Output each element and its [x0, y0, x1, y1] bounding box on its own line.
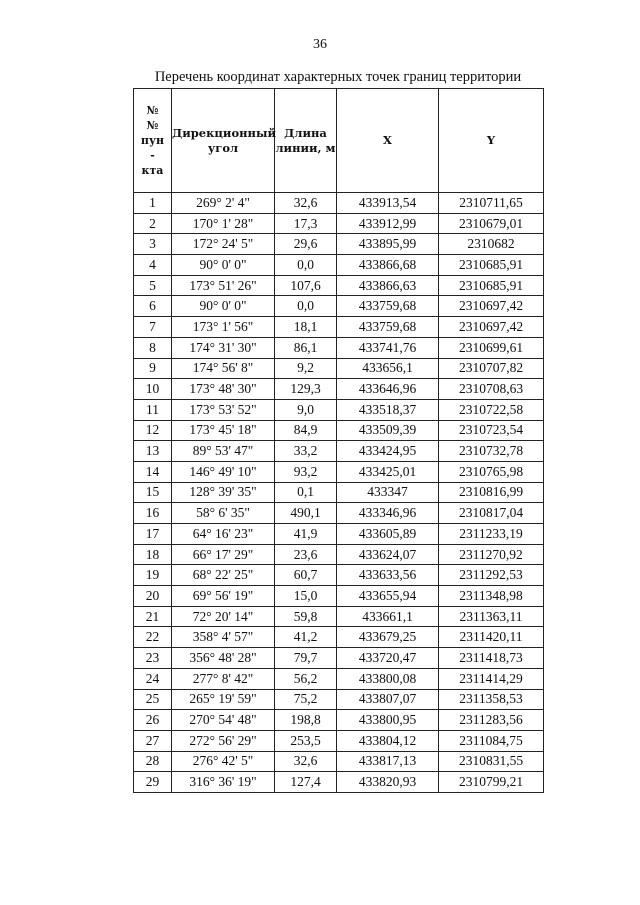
- cell-direction-angle: 64° 16' 23": [172, 524, 275, 545]
- cell-x: 433913,54: [337, 193, 439, 214]
- cell-point-number: 2: [134, 213, 172, 234]
- table-row: [134, 358, 544, 379]
- cell-y: 2311414,29: [439, 668, 544, 689]
- cell-point-number: 19: [134, 565, 172, 586]
- cell-direction-angle: 58° 6' 35": [172, 503, 275, 524]
- cell-y: 2310697,42: [439, 296, 544, 317]
- cell-direction-angle: 265° 19' 59": [172, 689, 275, 710]
- table-row: [134, 399, 544, 420]
- cell-y: 2310831,55: [439, 751, 544, 772]
- cell-point-number: 20: [134, 586, 172, 607]
- cell-y: 2311270,92: [439, 544, 544, 565]
- header-point-number: № № пун - кта: [134, 89, 172, 193]
- cell-y: 2311348,98: [439, 586, 544, 607]
- cell-point-number: 23: [134, 648, 172, 669]
- cell-x: 433424,95: [337, 441, 439, 462]
- cell-point-number: 26: [134, 710, 172, 731]
- cell-point-number: 25: [134, 689, 172, 710]
- cell-line-length: 23,6: [275, 544, 337, 565]
- cell-y: 2311363,11: [439, 606, 544, 627]
- cell-direction-angle: 68° 22' 25": [172, 565, 275, 586]
- cell-point-number: 9: [134, 358, 172, 379]
- cell-direction-angle: 172° 24' 5": [172, 234, 275, 255]
- cell-x: 433804,12: [337, 730, 439, 751]
- cell-x: 433605,89: [337, 524, 439, 545]
- cell-point-number: 15: [134, 482, 172, 503]
- cell-direction-angle: 173° 1' 56": [172, 317, 275, 338]
- cell-direction-angle: 128° 39' 35": [172, 482, 275, 503]
- table-row: [134, 461, 544, 482]
- cell-x: 433741,76: [337, 337, 439, 358]
- cell-x: 433661,1: [337, 606, 439, 627]
- cell-x: 433518,37: [337, 399, 439, 420]
- table-row: [134, 524, 544, 545]
- cell-line-length: 15,0: [275, 586, 337, 607]
- table-row: [134, 296, 544, 317]
- cell-direction-angle: 276° 42' 5": [172, 751, 275, 772]
- page-number: 36: [313, 37, 327, 52]
- cell-direction-angle: 170° 1' 28": [172, 213, 275, 234]
- table-row: [134, 379, 544, 400]
- cell-y: 2310708,63: [439, 379, 544, 400]
- cell-line-length: 9,0: [275, 399, 337, 420]
- cell-line-length: 75,2: [275, 689, 337, 710]
- cell-line-length: 93,2: [275, 461, 337, 482]
- cell-point-number: 10: [134, 379, 172, 400]
- cell-y: 2310685,91: [439, 275, 544, 296]
- cell-direction-angle: 90° 0' 0": [172, 255, 275, 276]
- cell-x: 433509,39: [337, 420, 439, 441]
- cell-point-number: 4: [134, 255, 172, 276]
- table-row: [134, 482, 544, 503]
- cell-y: 2310699,61: [439, 337, 544, 358]
- cell-x: 433800,95: [337, 710, 439, 731]
- cell-line-length: 129,3: [275, 379, 337, 400]
- cell-x: 433624,07: [337, 544, 439, 565]
- table-row: [134, 586, 544, 607]
- cell-x: 433720,47: [337, 648, 439, 669]
- table-row: [134, 668, 544, 689]
- cell-x: 433679,25: [337, 627, 439, 648]
- cell-x: 433800,08: [337, 668, 439, 689]
- cell-line-length: 32,6: [275, 193, 337, 214]
- cell-direction-angle: 66° 17' 29": [172, 544, 275, 565]
- cell-x: 433807,07: [337, 689, 439, 710]
- cell-point-number: 8: [134, 337, 172, 358]
- cell-direction-angle: 173° 53' 52": [172, 399, 275, 420]
- cell-direction-angle: 272° 56' 29": [172, 730, 275, 751]
- cell-point-number: 29: [134, 772, 172, 793]
- cell-x: 433866,68: [337, 255, 439, 276]
- cell-y: 2310679,01: [439, 213, 544, 234]
- cell-direction-angle: 146° 49' 10": [172, 461, 275, 482]
- table-header-row: [134, 89, 544, 193]
- cell-point-number: 7: [134, 317, 172, 338]
- cell-y: 2311420,11: [439, 627, 544, 648]
- cell-y: 2310816,99: [439, 482, 544, 503]
- cell-y: 2310817,04: [439, 503, 544, 524]
- table-row: [134, 255, 544, 276]
- cell-x: 433820,93: [337, 772, 439, 793]
- cell-point-number: 14: [134, 461, 172, 482]
- table-row: [134, 772, 544, 793]
- cell-y: 2310682: [439, 234, 544, 255]
- cell-direction-angle: 69° 56' 19": [172, 586, 275, 607]
- table-row: [134, 544, 544, 565]
- cell-line-length: 41,2: [275, 627, 337, 648]
- cell-x: 433425,01: [337, 461, 439, 482]
- table-row: [134, 565, 544, 586]
- table-row: [134, 441, 544, 462]
- table-row: [134, 751, 544, 772]
- cell-line-length: 32,6: [275, 751, 337, 772]
- cell-line-length: 84,9: [275, 420, 337, 441]
- document-title: Перечень координат характерных точек границ территории: [154, 69, 522, 85]
- cell-y: 2310799,21: [439, 772, 544, 793]
- table-body: [134, 193, 544, 793]
- cell-line-length: 59,8: [275, 606, 337, 627]
- cell-point-number: 16: [134, 503, 172, 524]
- cell-point-number: 27: [134, 730, 172, 751]
- cell-y: 2310765,98: [439, 461, 544, 482]
- header-y: Y: [439, 89, 544, 193]
- cell-y: 2311084,75: [439, 730, 544, 751]
- cell-y: 2311418,73: [439, 648, 544, 669]
- cell-y: 2310711,65: [439, 193, 544, 214]
- cell-x: 433633,56: [337, 565, 439, 586]
- cell-line-length: 33,2: [275, 441, 337, 462]
- cell-point-number: 6: [134, 296, 172, 317]
- cell-line-length: 60,7: [275, 565, 337, 586]
- cell-direction-angle: 316° 36' 19": [172, 772, 275, 793]
- table-row: [134, 317, 544, 338]
- cell-y: 2310697,42: [439, 317, 544, 338]
- table-row: [134, 648, 544, 669]
- table-row: [134, 213, 544, 234]
- cell-point-number: 13: [134, 441, 172, 462]
- cell-x: 433346,96: [337, 503, 439, 524]
- cell-line-length: 198,8: [275, 710, 337, 731]
- cell-line-length: 18,1: [275, 317, 337, 338]
- cell-line-length: 0,0: [275, 296, 337, 317]
- cell-y: 2310723,54: [439, 420, 544, 441]
- cell-x: 433817,13: [337, 751, 439, 772]
- cell-point-number: 1: [134, 193, 172, 214]
- cell-direction-angle: 173° 51' 26": [172, 275, 275, 296]
- cell-line-length: 56,2: [275, 668, 337, 689]
- cell-y: 2310722,58: [439, 399, 544, 420]
- cell-direction-angle: 269° 2' 4": [172, 193, 275, 214]
- cell-x: 433347: [337, 482, 439, 503]
- cell-direction-angle: 174° 31' 30": [172, 337, 275, 358]
- cell-x: 433912,99: [337, 213, 439, 234]
- cell-x: 433895,99: [337, 234, 439, 255]
- cell-point-number: 21: [134, 606, 172, 627]
- table-row: [134, 503, 544, 524]
- table-row: [134, 420, 544, 441]
- cell-point-number: 18: [134, 544, 172, 565]
- table-row: [134, 606, 544, 627]
- cell-line-length: 490,1: [275, 503, 337, 524]
- cell-point-number: 5: [134, 275, 172, 296]
- table-row: [134, 710, 544, 731]
- table-row: [134, 337, 544, 358]
- cell-line-length: 41,9: [275, 524, 337, 545]
- table-row: [134, 689, 544, 710]
- cell-direction-angle: 89° 53' 47": [172, 441, 275, 462]
- cell-point-number: 28: [134, 751, 172, 772]
- cell-line-length: 9,2: [275, 358, 337, 379]
- table-row: [134, 275, 544, 296]
- cell-x: 433646,96: [337, 379, 439, 400]
- cell-direction-angle: 270° 54' 48": [172, 710, 275, 731]
- cell-line-length: 29,6: [275, 234, 337, 255]
- cell-line-length: 0,1: [275, 482, 337, 503]
- cell-line-length: 127,4: [275, 772, 337, 793]
- cell-direction-angle: 173° 48' 30": [172, 379, 275, 400]
- header-direction-angle: Дирекционный угол: [172, 89, 275, 193]
- table-row: [134, 730, 544, 751]
- table-row: [134, 627, 544, 648]
- cell-point-number: 22: [134, 627, 172, 648]
- cell-y: 2310707,82: [439, 358, 544, 379]
- cell-direction-angle: 72° 20' 14": [172, 606, 275, 627]
- header-line-length: Длина линии, м: [275, 89, 337, 193]
- cell-x: 433656,1: [337, 358, 439, 379]
- cell-direction-angle: 174° 56' 8": [172, 358, 275, 379]
- cell-line-length: 79,7: [275, 648, 337, 669]
- cell-line-length: 86,1: [275, 337, 337, 358]
- cell-direction-angle: 277° 8' 42": [172, 668, 275, 689]
- cell-y: 2311292,53: [439, 565, 544, 586]
- cell-line-length: 253,5: [275, 730, 337, 751]
- table-row: [134, 193, 544, 214]
- header-x: X: [337, 89, 439, 193]
- cell-direction-angle: 90° 0' 0": [172, 296, 275, 317]
- cell-point-number: 12: [134, 420, 172, 441]
- cell-point-number: 3: [134, 234, 172, 255]
- cell-direction-angle: 173° 45' 18": [172, 420, 275, 441]
- cell-y: 2311233,19: [439, 524, 544, 545]
- cell-line-length: 17,3: [275, 213, 337, 234]
- cell-y: 2310732,78: [439, 441, 544, 462]
- cell-line-length: 107,6: [275, 275, 337, 296]
- table-row: [134, 234, 544, 255]
- cell-point-number: 17: [134, 524, 172, 545]
- cell-y: 2311283,56: [439, 710, 544, 731]
- cell-point-number: 24: [134, 668, 172, 689]
- cell-direction-angle: 356° 48' 28": [172, 648, 275, 669]
- cell-y: 2311358,53: [439, 689, 544, 710]
- cell-y: 2310685,91: [439, 255, 544, 276]
- cell-x: 433655,94: [337, 586, 439, 607]
- cell-x: 433866,63: [337, 275, 439, 296]
- cell-direction-angle: 358° 4' 57": [172, 627, 275, 648]
- cell-line-length: 0,0: [275, 255, 337, 276]
- coordinates-table: [133, 88, 544, 793]
- cell-point-number: 11: [134, 399, 172, 420]
- cell-x: 433759,68: [337, 296, 439, 317]
- cell-x: 433759,68: [337, 317, 439, 338]
